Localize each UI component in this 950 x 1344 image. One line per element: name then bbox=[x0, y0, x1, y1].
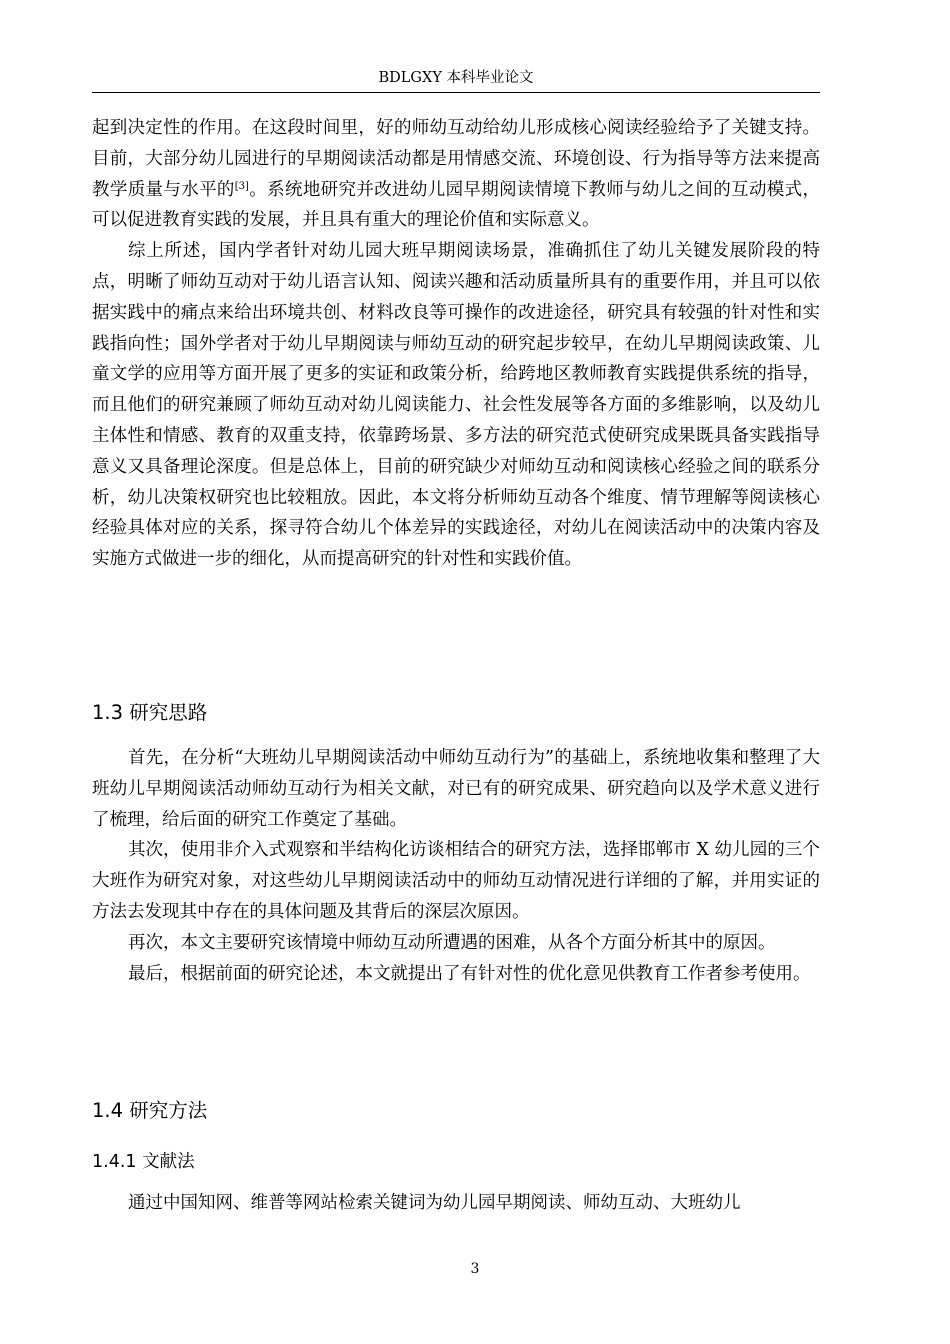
paragraph-continued bbox=[92, 113, 820, 236]
section-heading-1-4: 1.4 研究方法 bbox=[92, 1099, 208, 1122]
running-header: BDLGXY 本科毕业论文 bbox=[378, 70, 534, 86]
paragraph: 通过中国知网、维普等网站检索关键词为幼儿园早期阅读、师幼互动、大班幼儿 bbox=[128, 1193, 741, 1213]
section-1-3-body bbox=[92, 743, 820, 989]
paragraph: 最后，根据前面的研究论述，本文就提出了有针对性的优化意见供教育工作者参考使用。 bbox=[128, 963, 811, 984]
section-heading-1-3: 1.3 研究思路 bbox=[92, 701, 208, 724]
summary-paragraph: 综上所述，国内学者针对幼儿园大班早期阅读场景，准确抓住了幼儿关键发展阶段的特点，明晰了师幼互动对于幼儿语言认知、阅读兴趣和活动质量所具有的重要作用，并且可以依据实践中的痛点来给出环境共创、材料改良等可操作的改进途径，研究具有较强的针对性和实践指向性；国外学者对于幼儿早期阅读与师幼互动的研究起步较早，在幼儿早期阅读政策、儿童文学的应用等方面开展了更多的实证和政策分析，给跨地区教师教育实践提供系统的指导，而且他们的研究兼顾了师幼互动对幼儿阅读能力、社会性发展等各方面的多维影响，以及幼儿主体性和情感、教育的双重支持，依靠跨场景、多方法的研究范式使研究成果既具备实践指导意义又具备理论深度。但是总体上，目前的研究缺少对师幼互动和阅读核心经验之间的联系分析，幼儿决策权研究也比较粗放。因此，本文将分析师幼互动各个维度、情节理解等阅读核心经验具体对应的关系，探寻符合幼儿个体差异的实践途径，对幼儿在阅读活动中的决策内容及实施方式做进一步的细化，从而提高研究的针对性和实践价值。 bbox=[92, 241, 820, 570]
paragraph-text: 。系统地研究并改进幼儿园早期阅读情境下教师与幼儿之间的互动模式，可以促进教育实践的发展，并且具有重大的理论价值和实际意义。 bbox=[92, 179, 820, 231]
paragraph-text: 起到决定性的作用。在这段时间里，好的师幼互动给幼儿形成核心阅读经验给予了关键支持。目前，大部分幼儿园进行的早期阅读活动都是用情感交流、环境创设、行为指导等方法来提高教学质量与水平的 bbox=[92, 118, 820, 200]
paragraph: 首先，在分析“大班幼儿早期阅读活动中师幼互动行为”的基础上，系统地收集和整理了大班幼儿早期阅读活动师幼互动行为相关文献，对已有的研究成果、研究趋向以及学术意义进行了梳理，给后面的研究工作奠定了基础。 bbox=[92, 748, 820, 830]
continued-section bbox=[92, 113, 820, 575]
page-number: 3 bbox=[470, 1261, 480, 1277]
paragraph: 其次，使用非介入式观察和半结构化访谈相结合的研究方法，选择邯郸市 X 幼儿园的三个大班作为研究对象，对这些幼儿早期阅读活动中的师幼互动情况进行详细的了解，并用实证的方法去发现其中存在的具体问题及其背后的深层次原因。 bbox=[92, 840, 820, 922]
section-1-4-1-body bbox=[92, 1188, 820, 1219]
header-rule bbox=[92, 92, 820, 93]
subsection-heading-1-4-1: 1.4.1 文献法 bbox=[92, 1152, 195, 1172]
citation-marker: [3] bbox=[234, 180, 249, 192]
paragraph: 再次，本文主要研究该情境中师幼互动所遭遇的困难，从各个方面分析其中的原因。 bbox=[128, 932, 776, 953]
